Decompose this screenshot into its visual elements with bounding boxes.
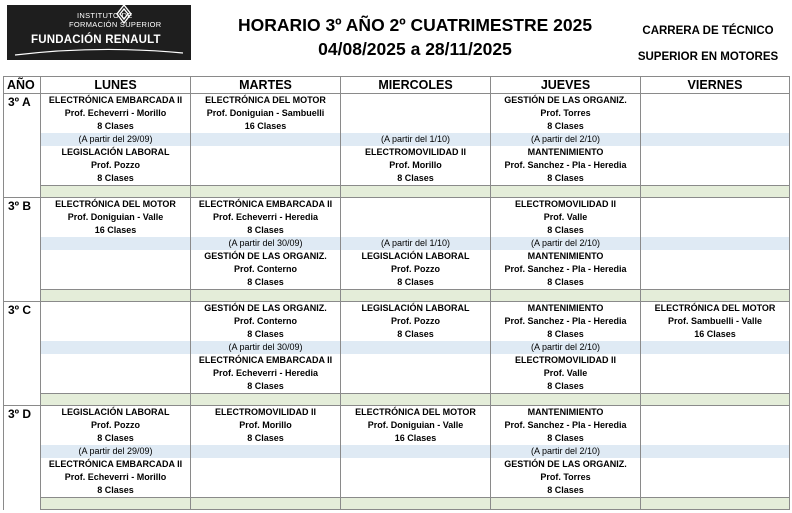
- cell-monday: [41, 328, 191, 341]
- cell-tuesday: [191, 159, 341, 172]
- separator-cell: [491, 290, 641, 302]
- schedule-row: [4, 471, 790, 484]
- cell-thursday: GESTIÓN DE LAS ORGANIZ.: [491, 458, 641, 471]
- cell-monday: [41, 276, 191, 290]
- schedule-row: [4, 172, 790, 186]
- cell-friday: [641, 263, 790, 276]
- cell-friday: [641, 198, 790, 212]
- cell-monday: [41, 237, 191, 250]
- separator-cell: [191, 394, 341, 406]
- cell-monday: LEGISLACIÓN LABORAL: [41, 406, 191, 420]
- schedule-table: [3, 76, 790, 510]
- cell-thursday: (A partir del 2/10): [491, 133, 641, 146]
- cell-monday: [41, 341, 191, 354]
- schedule-row: [4, 276, 790, 290]
- cell-friday: [641, 159, 790, 172]
- cell-friday: [641, 224, 790, 237]
- separator-cell: [191, 186, 341, 198]
- cell-monday: Prof. Echeverri - Morillo: [41, 471, 191, 484]
- year-cell: 3º D: [4, 406, 41, 510]
- cell-tuesday: ELECTROMOVILIDAD II: [191, 406, 341, 420]
- cell-tuesday: [191, 484, 341, 498]
- schedule-row: [4, 328, 790, 341]
- cell-tuesday: Prof. Echeverri - Heredia: [191, 367, 341, 380]
- cell-monday: [41, 250, 191, 263]
- cell-thursday: 8 Clases: [491, 172, 641, 186]
- cell-friday: [641, 458, 790, 471]
- cell-thursday: 8 Clases: [491, 120, 641, 133]
- cell-thursday: 8 Clases: [491, 484, 641, 498]
- cell-tuesday: Prof. Doniguian - Sambuelli: [191, 107, 341, 120]
- separator-cell: [41, 498, 191, 510]
- cell-monday: 8 Clases: [41, 484, 191, 498]
- cell-thursday: Prof. Torres: [491, 471, 641, 484]
- cell-thursday: Prof. Valle: [491, 211, 641, 224]
- cell-friday: [641, 484, 790, 498]
- separator-cell: [491, 186, 641, 198]
- cell-wednesday: 8 Clases: [341, 328, 491, 341]
- cell-thursday: Prof. Torres: [491, 107, 641, 120]
- cell-wednesday: LEGISLACIÓN LABORAL: [341, 302, 491, 316]
- column-header-friday: VIERNES: [641, 77, 790, 94]
- schedule-row: [4, 94, 790, 108]
- cell-wednesday: [341, 354, 491, 367]
- cell-thursday: (A partir del 2/10): [491, 237, 641, 250]
- cell-friday: [641, 471, 790, 484]
- cell-friday: [641, 380, 790, 394]
- cell-wednesday: Prof. Doniguian - Valle: [341, 419, 491, 432]
- cell-tuesday: (A partir del 30/09): [191, 237, 341, 250]
- cell-wednesday: [341, 107, 491, 120]
- schedule-row: [4, 146, 790, 159]
- cell-thursday: 8 Clases: [491, 380, 641, 394]
- cell-tuesday: 8 Clases: [191, 328, 341, 341]
- schedule-row: [4, 445, 790, 458]
- cell-monday: 8 Clases: [41, 120, 191, 133]
- cell-wednesday: Prof. Pozzo: [341, 315, 491, 328]
- cell-friday: [641, 432, 790, 445]
- cell-thursday: (A partir del 2/10): [491, 341, 641, 354]
- cell-tuesday: [191, 146, 341, 159]
- cell-tuesday: GESTIÓN DE LAS ORGANIZ.: [191, 302, 341, 316]
- cell-tuesday: 8 Clases: [191, 432, 341, 445]
- cell-friday: ELECTRÓNICA DEL MOTOR: [641, 302, 790, 316]
- cell-monday: Prof. Pozzo: [41, 159, 191, 172]
- cell-friday: [641, 367, 790, 380]
- cell-tuesday: [191, 133, 341, 146]
- separator-cell: [341, 290, 491, 302]
- career-line-2: SUPERIOR EN MOTORES: [637, 51, 779, 63]
- cell-thursday: Prof. Sanchez - Pla - Heredia: [491, 419, 641, 432]
- header-row: [4, 77, 790, 94]
- cell-wednesday: [341, 94, 491, 108]
- cell-tuesday: 8 Clases: [191, 276, 341, 290]
- cell-thursday: GESTIÓN DE LAS ORGANIZ.: [491, 94, 641, 108]
- cell-thursday: ELECTROMOVILIDAD II: [491, 198, 641, 212]
- cell-tuesday: ELECTRÓNICA EMBARCADA II: [191, 354, 341, 367]
- separator-cell: [641, 394, 790, 406]
- schedule-row: [4, 341, 790, 354]
- schedule-row: [4, 198, 790, 212]
- cell-tuesday: 8 Clases: [191, 380, 341, 394]
- cell-thursday: (A partir del 2/10): [491, 445, 641, 458]
- schedule-row: [4, 133, 790, 146]
- cell-friday: [641, 133, 790, 146]
- cell-thursday: MANTENIMIENTO: [491, 302, 641, 316]
- schedule-row: [4, 159, 790, 172]
- cell-friday: [641, 406, 790, 420]
- year-cell: 3º B: [4, 198, 41, 302]
- cell-friday: [641, 354, 790, 367]
- title-line-2: 04/08/2025 a 28/11/2025: [318, 39, 512, 59]
- cell-wednesday: [341, 484, 491, 498]
- group-separator-row: [4, 290, 790, 302]
- cell-tuesday: Prof. Conterno: [191, 263, 341, 276]
- cell-wednesday: 8 Clases: [341, 276, 491, 290]
- cell-friday: [641, 146, 790, 159]
- cell-monday: [41, 380, 191, 394]
- cell-thursday: Prof. Sanchez - Pla - Heredia: [491, 315, 641, 328]
- separator-cell: [341, 186, 491, 198]
- cell-monday: 8 Clases: [41, 172, 191, 186]
- separator-cell: [641, 498, 790, 510]
- cell-monday: [41, 302, 191, 316]
- schedule-row: [4, 432, 790, 445]
- cell-wednesday: [341, 380, 491, 394]
- cell-wednesday: [341, 458, 491, 471]
- cell-wednesday: ELECTROMOVILIDAD II: [341, 146, 491, 159]
- career-line-1: CARRERA DE TÉCNICO: [642, 25, 774, 37]
- cell-tuesday: [191, 172, 341, 186]
- cell-tuesday: 8 Clases: [191, 224, 341, 237]
- cell-friday: [641, 172, 790, 186]
- cell-tuesday: [191, 471, 341, 484]
- cell-friday: 16 Clases: [641, 328, 790, 341]
- schedule-row: [4, 211, 790, 224]
- logo-line-3: FUNDACIÓN RENAULT: [31, 34, 161, 46]
- group-separator-row: [4, 498, 790, 510]
- cell-wednesday: 16 Clases: [341, 432, 491, 445]
- cell-wednesday: [341, 367, 491, 380]
- separator-cell: [341, 498, 491, 510]
- cell-tuesday: 16 Clases: [191, 120, 341, 133]
- column-header-monday: LUNES: [41, 77, 191, 94]
- cell-monday: Prof. Pozzo: [41, 419, 191, 432]
- separator-cell: [491, 394, 641, 406]
- schedule-row: [4, 250, 790, 263]
- cell-tuesday: Prof. Echeverri - Heredia: [191, 211, 341, 224]
- cell-monday: (A partir del 29/09): [41, 133, 191, 146]
- cell-monday: ELECTRÓNICA EMBARCADA II: [41, 458, 191, 471]
- column-header-tuesday: MARTES: [191, 77, 341, 94]
- cell-friday: [641, 419, 790, 432]
- cell-tuesday: [191, 445, 341, 458]
- cell-thursday: ELECTROMOVILIDAD II: [491, 354, 641, 367]
- separator-cell: [41, 186, 191, 198]
- cell-wednesday: 8 Clases: [341, 172, 491, 186]
- schedule-row: [4, 315, 790, 328]
- cell-wednesday: [341, 120, 491, 133]
- cell-friday: [641, 237, 790, 250]
- cell-thursday: MANTENIMIENTO: [491, 406, 641, 420]
- column-header-thursday: JUEVES: [491, 77, 641, 94]
- schedule-row: [4, 367, 790, 380]
- schedule-row: [4, 380, 790, 394]
- schedule-row: [4, 237, 790, 250]
- cell-thursday: 8 Clases: [491, 432, 641, 445]
- title-line-1: HORARIO 3º AÑO 2º CUATRIMESTRE 2025: [237, 15, 593, 35]
- cell-tuesday: ELECTRÓNICA DEL MOTOR: [191, 94, 341, 108]
- cell-monday: ELECTRÓNICA EMBARCADA II: [41, 94, 191, 108]
- schedule-row: [4, 354, 790, 367]
- cell-tuesday: GESTIÓN DE LAS ORGANIZ.: [191, 250, 341, 263]
- cell-friday: [641, 445, 790, 458]
- cell-friday: [641, 276, 790, 290]
- cell-thursday: 8 Clases: [491, 224, 641, 237]
- cell-thursday: 8 Clases: [491, 276, 641, 290]
- cell-thursday: Prof. Valle: [491, 367, 641, 380]
- schedule-row: [4, 484, 790, 498]
- cell-wednesday: [341, 471, 491, 484]
- page-title: [205, 13, 625, 61]
- logo-line-1: INSTITUTO DE: [77, 11, 133, 20]
- cell-tuesday: Prof. Conterno: [191, 315, 341, 328]
- group-separator-row: [4, 394, 790, 406]
- cell-monday: Prof. Echeverri - Morillo: [41, 107, 191, 120]
- cell-wednesday: [341, 224, 491, 237]
- separator-cell: [341, 394, 491, 406]
- separator-cell: [191, 498, 341, 510]
- cell-friday: [641, 107, 790, 120]
- cell-wednesday: ELECTRÓNICA DEL MOTOR: [341, 406, 491, 420]
- column-header-wednesday: MIERCOLES: [341, 77, 491, 94]
- cell-wednesday: [341, 198, 491, 212]
- cell-wednesday: LEGISLACIÓN LABORAL: [341, 250, 491, 263]
- cell-wednesday: [341, 445, 491, 458]
- cell-monday: [41, 354, 191, 367]
- schedule-row: [4, 120, 790, 133]
- cell-thursday: MANTENIMIENTO: [491, 146, 641, 159]
- cell-wednesday: Prof. Pozzo: [341, 263, 491, 276]
- cell-monday: ELECTRÓNICA DEL MOTOR: [41, 198, 191, 212]
- column-header-year: AÑO: [4, 77, 41, 94]
- cell-monday: (A partir del 29/09): [41, 445, 191, 458]
- separator-cell: [491, 498, 641, 510]
- cell-friday: [641, 250, 790, 263]
- cell-monday: Prof. Doniguian - Valle: [41, 211, 191, 224]
- cell-tuesday: ELECTRÓNICA EMBARCADA II: [191, 198, 341, 212]
- cell-thursday: MANTENIMIENTO: [491, 250, 641, 263]
- cell-wednesday: (A partir del 1/10): [341, 133, 491, 146]
- cell-monday: [41, 315, 191, 328]
- institute-logo: [7, 5, 191, 60]
- cell-wednesday: [341, 341, 491, 354]
- cell-wednesday: Prof. Morillo: [341, 159, 491, 172]
- cell-monday: [41, 367, 191, 380]
- cell-friday: [641, 94, 790, 108]
- cell-thursday: 8 Clases: [491, 328, 641, 341]
- year-cell: 3º C: [4, 302, 41, 406]
- cell-friday: [641, 120, 790, 133]
- cell-monday: 16 Clases: [41, 224, 191, 237]
- logo-swoosh: [13, 43, 185, 59]
- schedule-row: [4, 224, 790, 237]
- group-separator-row: [4, 186, 790, 198]
- schedule-row: [4, 406, 790, 420]
- career-name: [628, 18, 788, 70]
- separator-cell: [641, 186, 790, 198]
- schedule-row: [4, 107, 790, 120]
- cell-friday: Prof. Sambuelli - Valle: [641, 315, 790, 328]
- cell-thursday: Prof. Sanchez - Pla - Heredia: [491, 263, 641, 276]
- schedule-row: [4, 302, 790, 316]
- cell-wednesday: [341, 211, 491, 224]
- cell-monday: 8 Clases: [41, 432, 191, 445]
- separator-cell: [191, 290, 341, 302]
- cell-monday: LEGISLACIÓN LABORAL: [41, 146, 191, 159]
- year-cell: 3º A: [4, 94, 41, 198]
- cell-friday: [641, 341, 790, 354]
- cell-tuesday: Prof. Morillo: [191, 419, 341, 432]
- separator-cell: [41, 394, 191, 406]
- logo-line-2: FORMACIÓN SUPERIOR: [69, 20, 162, 29]
- cell-tuesday: [191, 458, 341, 471]
- cell-monday: [41, 263, 191, 276]
- cell-friday: [641, 211, 790, 224]
- separator-cell: [641, 290, 790, 302]
- schedule-row: [4, 263, 790, 276]
- schedule-row: [4, 458, 790, 471]
- cell-thursday: Prof. Sanchez - Pla - Heredia: [491, 159, 641, 172]
- schedule-row: [4, 419, 790, 432]
- cell-wednesday: (A partir del 1/10): [341, 237, 491, 250]
- separator-cell: [41, 290, 191, 302]
- cell-tuesday: (A partir del 30/09): [191, 341, 341, 354]
